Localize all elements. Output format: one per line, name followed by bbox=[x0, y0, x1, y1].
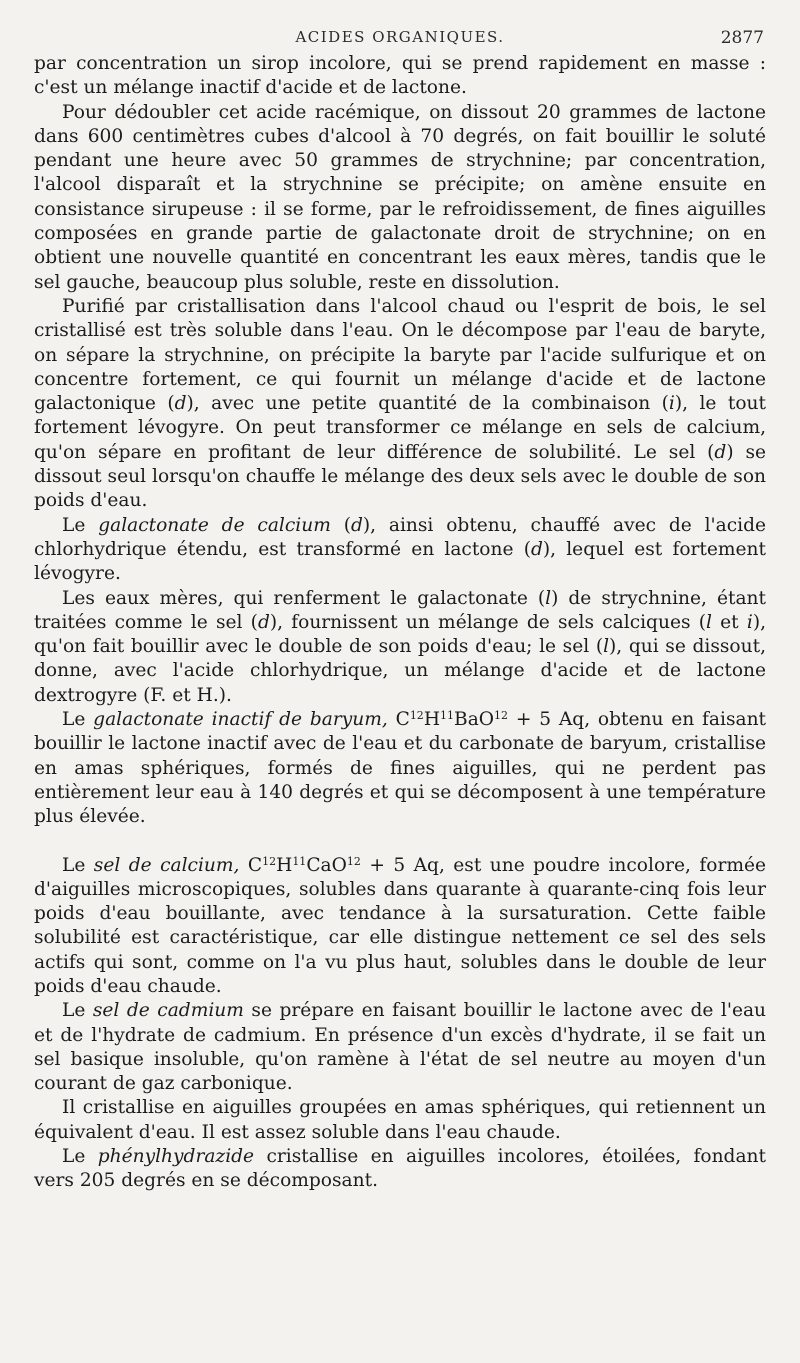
italic-run: d bbox=[174, 393, 187, 415]
text-run: se prépare en faisant bouillir le lactone avec de l'eau et de l'hydrate de cadmium. En présence d'un excès d'hydrate, il se fait un sel basique insoluble, qu'on ramène à l'état de sel neutre au moyen d'un courant de gaz carbonique. bbox=[34, 1000, 767, 1095]
page-number: 2877 bbox=[720, 28, 764, 48]
italic-run: l bbox=[603, 636, 610, 658]
italic-run: galactonate de calcium bbox=[98, 514, 331, 536]
text-run: cristallise en aiguilles incolores, étoilées, fondant vers 205 degrés en se décomposant. bbox=[34, 1146, 766, 1192]
text-run: Le bbox=[62, 1146, 98, 1168]
text-run: ), qu'on fait bouillir avec le double de son poids d'eau; le sel ( bbox=[34, 611, 767, 658]
paragraph bbox=[34, 295, 766, 514]
superscript: 12 bbox=[494, 709, 509, 723]
text-run: ), qui se dissout, donne, avec l'acide chlorhydrique, un mélange d'acide et de lactone dextrogyre (F. et H.). bbox=[34, 636, 766, 706]
text-run: H bbox=[423, 709, 441, 731]
paragraph bbox=[34, 101, 766, 295]
italic-run: d bbox=[350, 514, 363, 536]
paragraph bbox=[34, 52, 766, 101]
text-run: Pour dédoubler cet acide racémique, on dissout 20 grammes de lactone dans 600 centimètres cubes d'alcool à 70 degrés, on fait bouillir le soluté pendant une heure avec 50 grammes de strychnine; par concentration, l'alcool disparaît et la strychnine se précipite; on amène ensuite en consistance sirupeuse : il se forme, par le refroidissement, de fines aiguilles composées en grande partie de galactonate droit de strychnine; on en obtient une nouvelle quantité en concentrant les eaux mères, tandis que le sel gauche, beaucoup plus soluble, reste en dissolution. bbox=[34, 101, 766, 293]
text-run: ( bbox=[330, 514, 351, 536]
superscript: 12 bbox=[262, 854, 277, 868]
superscript: 11 bbox=[292, 854, 307, 868]
text-run: Purifié par cristallisation dans l'alcool chaud ou l'esprit de bois, le sel cristallisé est très soluble dans l'eau. On le décompose par l'eau de baryte, on sépare la strychnine, on précipite la baryte par l'acide sulfurique et on concentre fortement, ce qui fournit un mélange d'acide et de lactone galactonique ( bbox=[34, 295, 766, 415]
paragraph bbox=[34, 708, 766, 829]
italic-run: l bbox=[545, 587, 552, 609]
text-run: ), le tout fortement lévogyre. On peut transformer ce mélange en sels de calcium, qu'on sépare en profitant de leur différence de solubilité. Le sel ( bbox=[34, 393, 766, 463]
text-run: Le bbox=[62, 1000, 93, 1022]
body-text bbox=[34, 52, 766, 1194]
superscript: 11 bbox=[440, 709, 455, 723]
italic-run: phénylhydrazide bbox=[97, 1146, 255, 1168]
text-run: ), avec une petite quantité de la combinaison ( bbox=[186, 393, 669, 415]
italic-run: sel de calcium, bbox=[93, 854, 240, 876]
text-run: C bbox=[239, 854, 263, 876]
text-run: Le bbox=[62, 709, 94, 731]
paragraph bbox=[34, 1096, 766, 1145]
italic-run: l bbox=[705, 611, 712, 633]
italic-run: galactonate inactif de baryum, bbox=[93, 709, 388, 731]
text-run: et bbox=[711, 611, 747, 633]
italic-run: i bbox=[746, 611, 753, 633]
text-run: ), lequel est fortement lévogyre. bbox=[34, 538, 766, 585]
paragraph bbox=[34, 1145, 766, 1194]
italic-run: sel de cadmium bbox=[92, 1000, 244, 1022]
superscript: 12 bbox=[346, 854, 361, 868]
running-header bbox=[34, 0, 766, 52]
text-run: Le bbox=[62, 514, 99, 536]
text-run: ) se dissout seul lorsqu'on chauffe le mélange des deux sels avec le double de son poids d'eau. bbox=[34, 441, 766, 512]
text-run: CaO bbox=[306, 854, 347, 876]
text-run: Il cristallise en aiguilles groupées en amas sphériques, qui retiennent un équivalent d'eau. Il est assez soluble dans l'eau chaude. bbox=[34, 1097, 766, 1143]
italic-run: d bbox=[530, 538, 543, 560]
italic-run: d bbox=[714, 441, 727, 463]
text-run: + 5 Aq, est une poudre incolore, formée d'aiguilles microscopiques, solubles dans quarante à quarante-cinq fois leur poids d'eau bouillante, avec tendance à la sursaturation. Cette faible solubilité est caractéristique, car elle distingue nettement ce sel des sels actifs qui sont, comme on l'a vu plus haut, solubles dans le double de leur poids d'eau chaude. bbox=[34, 854, 766, 997]
text-run: ) de strychnine, étant traitées comme le sel ( bbox=[34, 587, 767, 633]
superscript: 12 bbox=[409, 709, 424, 723]
paragraph bbox=[34, 514, 766, 587]
text-run: Les eaux mères, qui renferment le galactonate ( bbox=[62, 587, 546, 609]
text-run: par concentration un sirop incolore, qui se prend rapidement en masse : c'est un mélange inactif d'acide et de lactone. bbox=[34, 53, 766, 99]
text-run: ), ainsi obtenu, chauffé avec de l'acide chlorhydrique étendu, est transformé en lactone ( bbox=[34, 514, 767, 560]
running-title: ACIDES ORGANIQUES. bbox=[295, 28, 505, 46]
text-run: + 5 Aq, obtenu en faisant bouillir le lactone inactif avec de l'eau et du carbonate de baryum, cristallise en amas sphériques, formés de fines aiguilles, qui ne perdent pas entièrement leur eau à 140 degrés et qui se décomposent à une température plus élevée. bbox=[34, 709, 767, 828]
italic-run: i bbox=[668, 393, 675, 415]
paragraph bbox=[34, 854, 766, 1000]
text-run: H bbox=[276, 854, 293, 876]
paragraph bbox=[34, 587, 766, 708]
text-run: BaO bbox=[454, 709, 495, 731]
italic-run: d bbox=[257, 611, 270, 633]
text-run: C bbox=[387, 709, 410, 731]
text-run: Le bbox=[62, 854, 94, 876]
text-run: ), fournissent un mélange de sels calciques ( bbox=[269, 611, 706, 633]
paragraph bbox=[34, 999, 766, 1096]
